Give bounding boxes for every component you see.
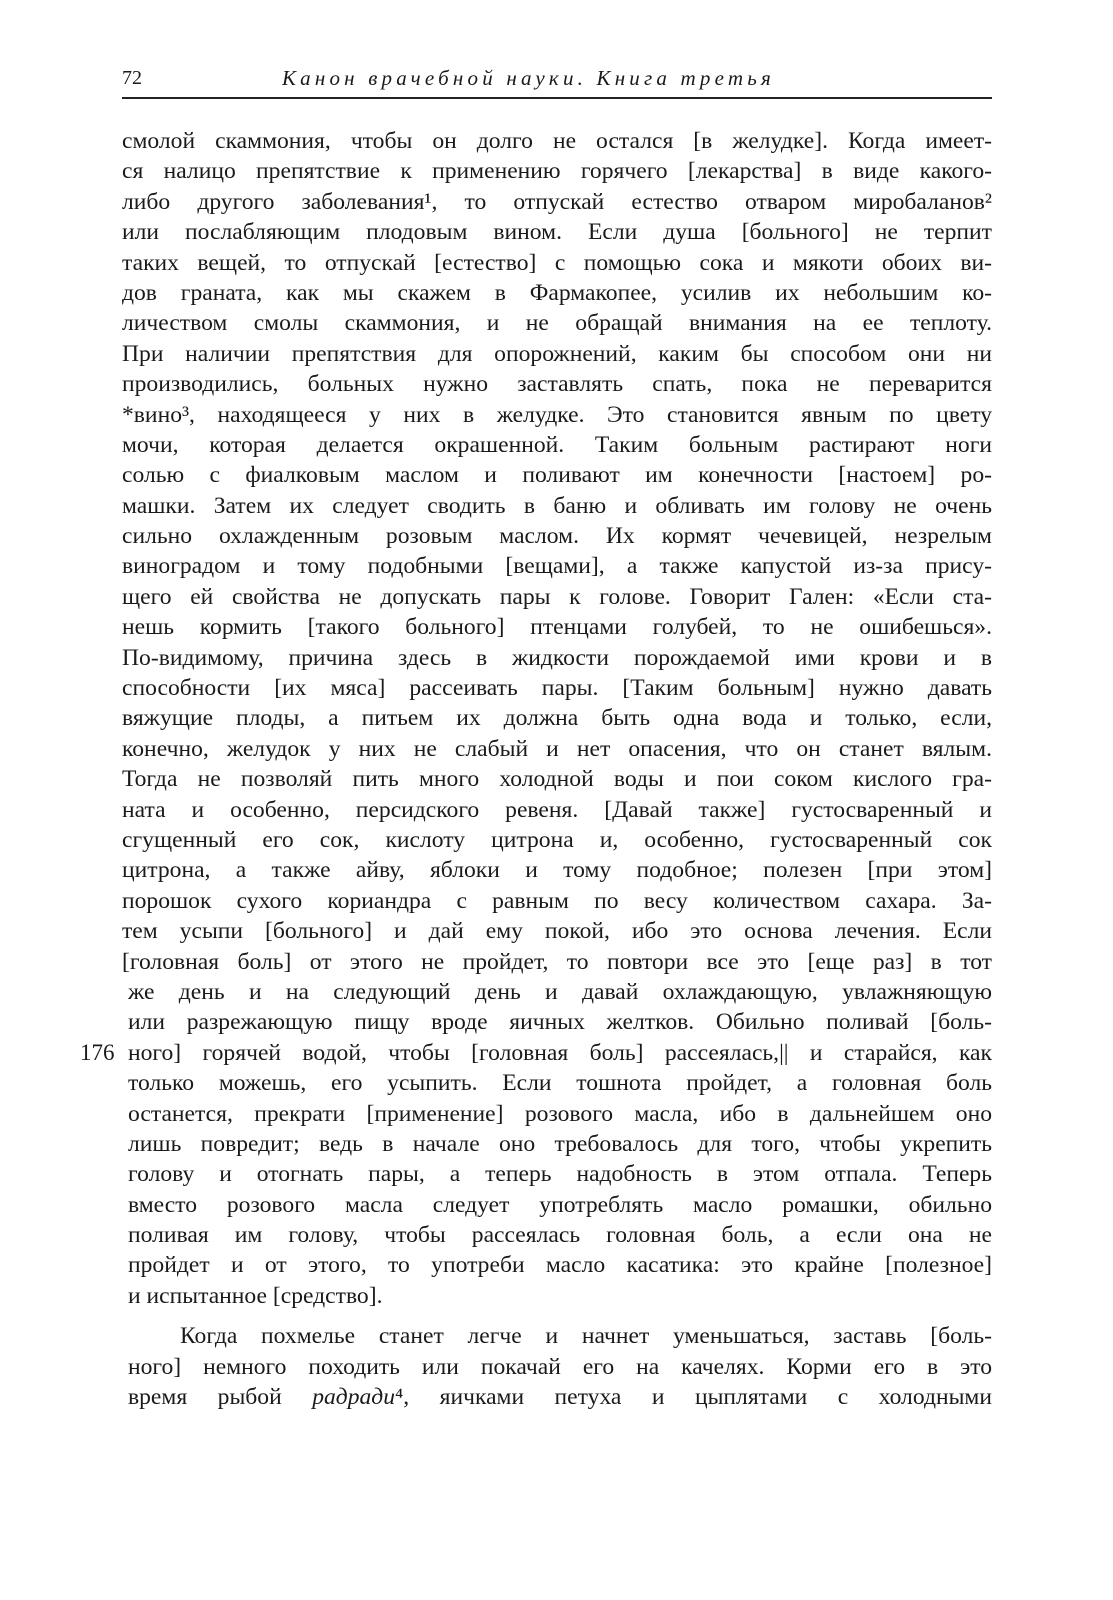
text-line-with-margin-note	[80, 1038, 992, 1068]
text-line: мочи, которая делается окрашенной. Таким больным растирают ноги	[122, 431, 992, 458]
text-line: *вино³, находящееся у них в желудке. Это становится явным по цвету	[122, 401, 992, 428]
text-segment: время рыбой	[128, 1384, 313, 1411]
body-text	[80, 126, 992, 1412]
text-line: машки. Затем их следует сводить в баню и обливать им голову не очень	[122, 492, 992, 519]
text-line: цитрона, а также айву, яблоки и тому подобное; полезен [при этом]	[122, 857, 992, 884]
italic-term: радради	[312, 1384, 396, 1411]
text-line: останется, прекрати [применение] розового масла, ибо в дальнейшем оно	[128, 1100, 992, 1127]
text-line: поливая им голову, чтобы рассеялась головная боль, а если она не	[128, 1222, 992, 1249]
text-line: солью с фиалковым маслом и поливают им конечности [настоем] ро-	[122, 462, 992, 489]
text-line: голову и отогнать пары, а теперь надобность в этом отпала. Теперь	[128, 1161, 992, 1188]
text-line: конечно, желудок у них не слабый и нет опасения, что он станет вялым.	[122, 735, 992, 762]
running-header	[122, 66, 992, 96]
text-line: сгущенный его сок, кислоту цитрона и, особенно, густосваренный сок	[122, 826, 992, 853]
text-line: ного] горячей водой, чтобы [головная боль] рассеялась,|| и старайся, как	[128, 1039, 992, 1066]
text-line: виноградом и тому подобными [вещами], а также капустой из-за прису-	[122, 553, 992, 580]
text-line: вместо розового масла следует употреблять масло ромашки, обильно	[128, 1191, 992, 1218]
text-line: щего ей свойства не допускать пары к голове. Говорит Гален: «Если ста-	[122, 583, 992, 610]
text-line: либо другого заболевания¹, то отпускай естество отваром миробаланов²	[122, 188, 992, 215]
text-line: способности [их мяса] рассеивать пары. [Таким больным] нужно давать	[122, 675, 992, 702]
text-line: Когда похмелье станет легче и начнет уменьшаться, заставь [боль-	[180, 1323, 992, 1350]
text-line: ного] немного походить или покачай его на качелях. Корми его в это	[128, 1353, 992, 1380]
page-number: 72	[122, 67, 142, 89]
header-rule	[122, 97, 992, 99]
text-line: лишь повредит; ведь в начале оно требовалось для того, чтобы укрепить	[128, 1130, 992, 1157]
text-line: ся налицо препятствие к применению горячего [лекарства] в виде какого-	[122, 158, 992, 185]
text-line: таких вещей, то отпускай [естество] с помощью сока и мякоти обоих ви-	[122, 249, 992, 276]
text-line: При наличии препятствия для опорожнений, каким бы способом они ни	[122, 340, 992, 367]
text-line: или послабляющим плодовым вином. Если душа [больного] не терпит	[122, 219, 992, 246]
running-title: Канон врачебной науки. Книга третья	[282, 66, 775, 90]
text-segment: ⁴, яичками петуха и цыплятами с холодными	[395, 1384, 992, 1411]
text-line: сильно охлажденным розовым маслом. Их кормят чечевицей, незрелым	[122, 523, 992, 550]
text-line-final	[122, 1382, 992, 1412]
text-line: личеством смолы скаммония, и не обращай внимания на ее теплоту.	[122, 310, 992, 337]
text-line: и испытанное [средство].	[128, 1282, 383, 1309]
text-line: смолой скаммония, чтобы он долго не остался [в желудке]. Когда имеет-	[122, 128, 992, 154]
text-line: или разрежающую пищу вроде яичных желтков. Обильно поливай [боль-	[128, 1009, 992, 1036]
text-line: тем усыпи [больного] и дай ему покой, ибо это основа лечения. Если	[122, 918, 992, 945]
text-line: порошок сухого кориандра с равным по весу количеством сахара. За-	[122, 887, 992, 914]
text-line: же день и на следующий день и давай охлаждающую, увлажняющую	[128, 978, 992, 1005]
text-line: пройдет и от этого, то употреби масло касатика: это крайне [полезное]	[128, 1252, 992, 1279]
text-line: [головная боль] от этого не пройдет, то повтори все это [еще раз] в тот	[122, 948, 992, 975]
text-line: дов граната, как мы скажем в Фармакопее, усилив их небольшим ко-	[122, 279, 992, 306]
text-line: Тогда не позволяй пить много холодной воды и пои соком кислого гра-	[122, 766, 992, 793]
text-line: вяжущие плоды, а питьем их должна быть одна вода и только, если,	[122, 705, 992, 732]
text-line: По-видимому, причина здесь в жидкости порождаемой ими крови и в	[122, 644, 992, 671]
text-line: только можешь, его усыпить. Если тошнота пройдет, а головная боль	[128, 1070, 992, 1097]
text-line: нешь кормить [такого больного] птенцами голубей, то не ошибешься».	[122, 614, 992, 641]
text-line: производились, больных нужно заставлять спать, пока не переварится	[122, 371, 992, 398]
margin-page-reference: 176	[80, 1039, 115, 1065]
text-line: ната и особенно, персидского ревеня. [Давай также] густосваренный и	[122, 796, 992, 823]
